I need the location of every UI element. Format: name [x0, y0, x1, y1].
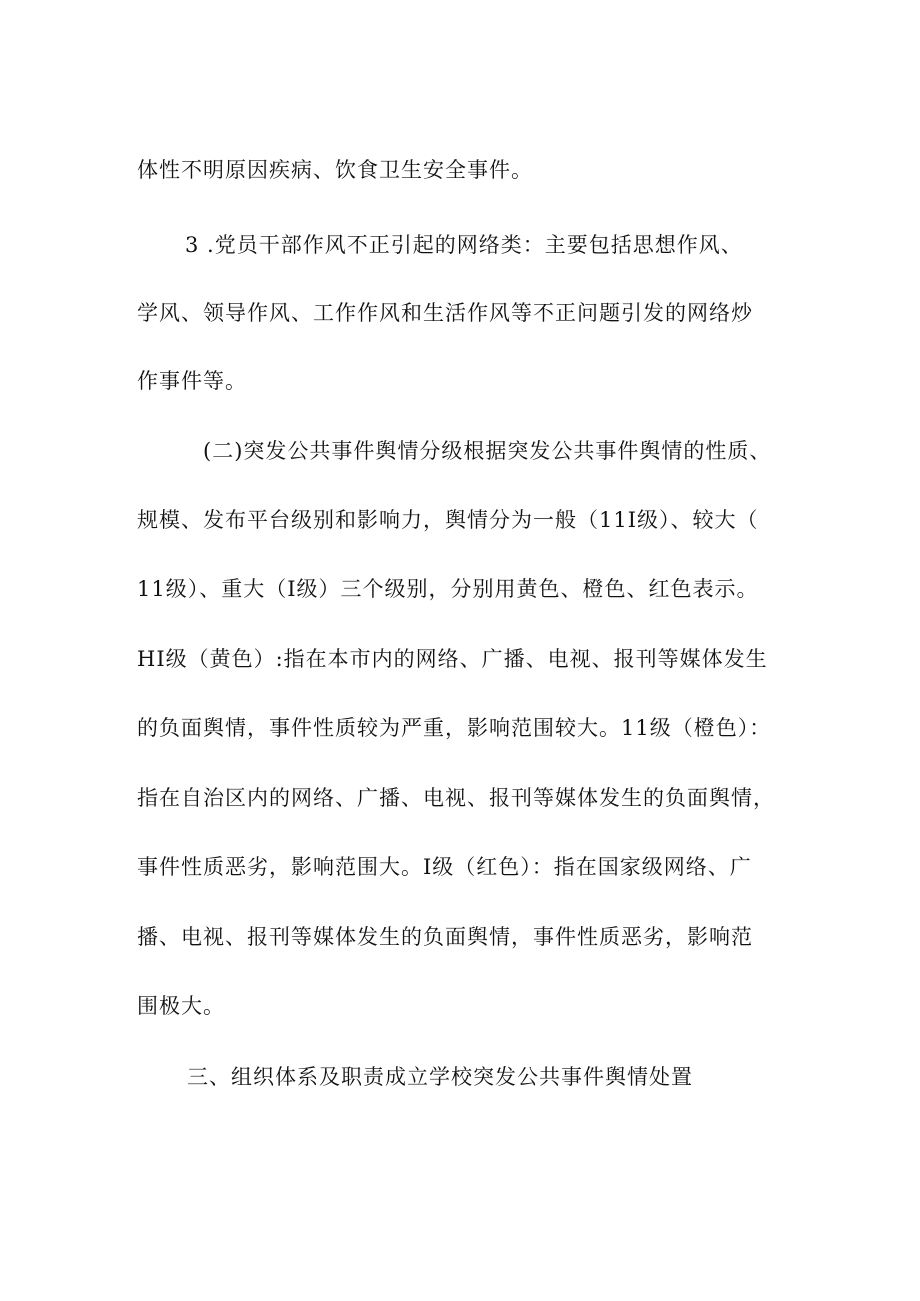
text-line: (二)突发公共事件舆情分级根据突发公共事件舆情的性质、	[203, 439, 772, 463]
text-line: 指在自治区内的网络、广播、电视、报刊等媒体发生的负面舆情，	[137, 786, 775, 810]
text-line: 11级）、重大（I级）三个级别，分别用黄色、橙色、红色表示。	[137, 577, 759, 601]
text-line: 作事件等。	[137, 369, 247, 393]
text-line: HI级（黄色）:指在本市内的网络、广播、电视、报刊等媒体发生	[137, 647, 768, 671]
text-line: 事件性质恶劣，影响范围大。I级（红色）：指在国家级网络、广	[137, 855, 752, 879]
text-line: 3 .党员干部作风不正引起的网络类：主要包括思想作风、	[185, 233, 743, 257]
text-line: 学风、领导作风、工作作风和生活作风等不正问题引发的网络炒	[137, 301, 753, 325]
section-heading: 三、组织体系及职责成立学校突发公共事件舆情处置	[187, 1065, 693, 1089]
text-line: 规模、发布平台级别和影响力，舆情分为一般（11I级）、较大（	[137, 508, 759, 532]
text-line: 播、电视、报刊等媒体发生的负面舆情，事件性质恶劣，影响范	[137, 925, 753, 949]
text-line: 围极大。	[137, 994, 225, 1018]
text-line: 的负面舆情，事件性质较为严重，影响范围较大。11级（橙色）：	[137, 716, 772, 740]
text-line: 体性不明原因疾病、饮食卫生安全事件。	[137, 158, 533, 182]
